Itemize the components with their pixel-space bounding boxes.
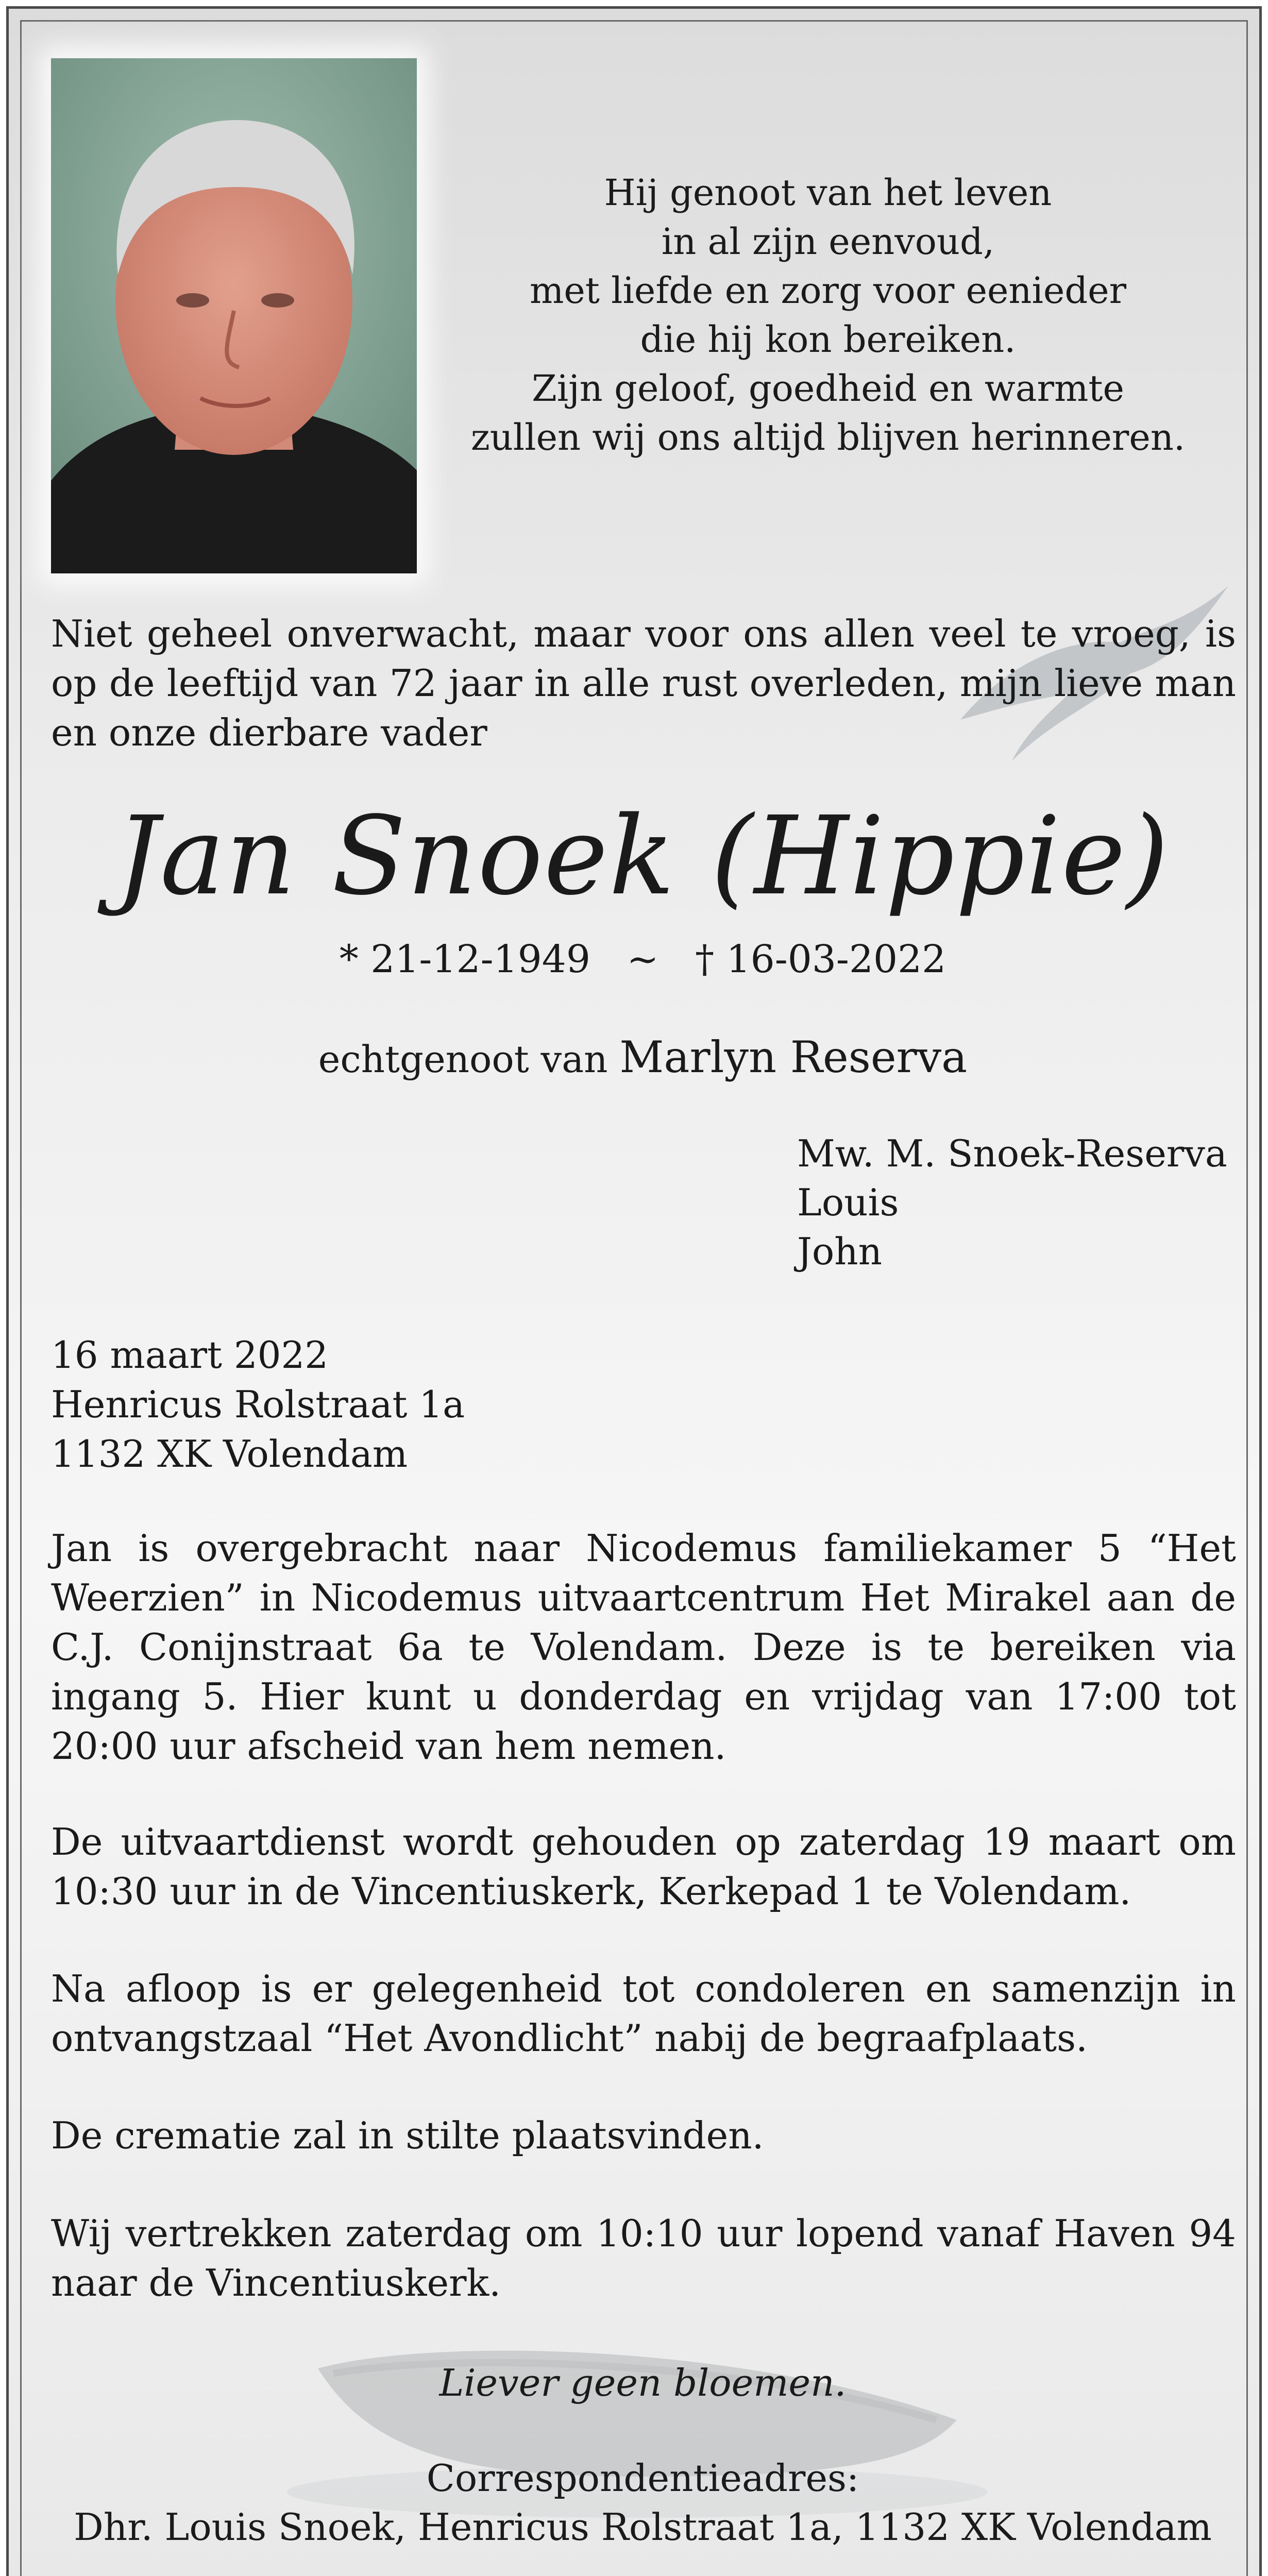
spouse-line	[9, 1031, 1262, 1085]
announcement-date: 16 maart 2022	[51, 1333, 329, 1377]
obituary-card	[6, 6, 1262, 2576]
poem-line: zullen wij ons altijd blijven herinneren.	[470, 416, 1186, 459]
deceased-name: Jan Snoek (Hippie)	[115, 793, 1170, 919]
family-member: Louis	[797, 1181, 899, 1224]
spouse-prefix: echtgenoot van	[318, 1038, 608, 1081]
cremation-paragraph: De crematie zal in stilte plaatsvinden.	[51, 2114, 764, 2157]
poem-line: in al zijn eenvoud,	[661, 221, 995, 263]
date-address-block	[51, 1330, 465, 1479]
correspondence-label: Correspondentieadres:	[426, 2456, 859, 2500]
poem-line: Hij genoot van het leven	[604, 172, 1052, 214]
procession-paragraph: Wij vertrekken zaterdag om 10:10 uur lopend vanaf Haven 94 naar de Vincentiuskerk.	[51, 2212, 1236, 2304]
spouse-name: Marlyn Reserva	[619, 1032, 968, 1082]
portrait-photo	[51, 58, 417, 573]
family-member: Mw. M. Snoek-Reserva	[797, 1132, 1227, 1175]
family-list	[797, 1129, 1227, 1276]
life-dates: * 21-12-1949 ~ † 16-03-2022	[339, 937, 946, 981]
street-address: Henricus Rolstraat 1a	[51, 1383, 465, 1426]
poem	[431, 168, 1225, 462]
service-paragraph: De uitvaartdienst wordt gehouden op zaterdag 19 maart om 10:30 uur in de Vincentiuskerk, Kerkepad 1 te Volendam.	[51, 1820, 1236, 1913]
poem-line: die hij kon bereiken.	[640, 318, 1016, 361]
correspondence-address: Dhr. Louis Snoek, Henricus Rolstraat 1a, 1132 XK Volendam	[74, 2505, 1212, 2549]
portrait-image	[51, 58, 417, 573]
condolence-paragraph: Na afloop is er gelegenheid tot condoleren en samenzijn in ontvangstzaal “Het Avondlicht” nabij de begraafplaats.	[51, 1967, 1236, 2060]
family-member: John	[797, 1230, 882, 1273]
intro-text: Niet geheel onverwacht, maar voor ons allen veel te vroeg, is op de leeftijd van 72 jaar in alle rust overleden, mijn lieve man en onze dierbare vader	[51, 612, 1236, 754]
postal-city: 1132 XK Volendam	[51, 1432, 408, 1476]
no-flowers-note: Liever geen bloemen.	[439, 2361, 847, 2404]
poem-line: met liefde en zorg voor eenieder	[529, 269, 1127, 312]
viewing-paragraph: Jan is overgebracht naar Nicodemus familiekamer 5 “Het Weerzien” in Nicodemus uitvaartcentrum Het Mirakel aan de C.J. Conijnstraat 6a te Volendam. Deze is te bereiken via ingang 5. Hier kunt u donderdag en vrijdag van 17:00 tot 20:00 uur afscheid van hem nemen.	[51, 1527, 1236, 1768]
poem-line: Zijn geloof, goedheid en warmte	[532, 367, 1124, 410]
